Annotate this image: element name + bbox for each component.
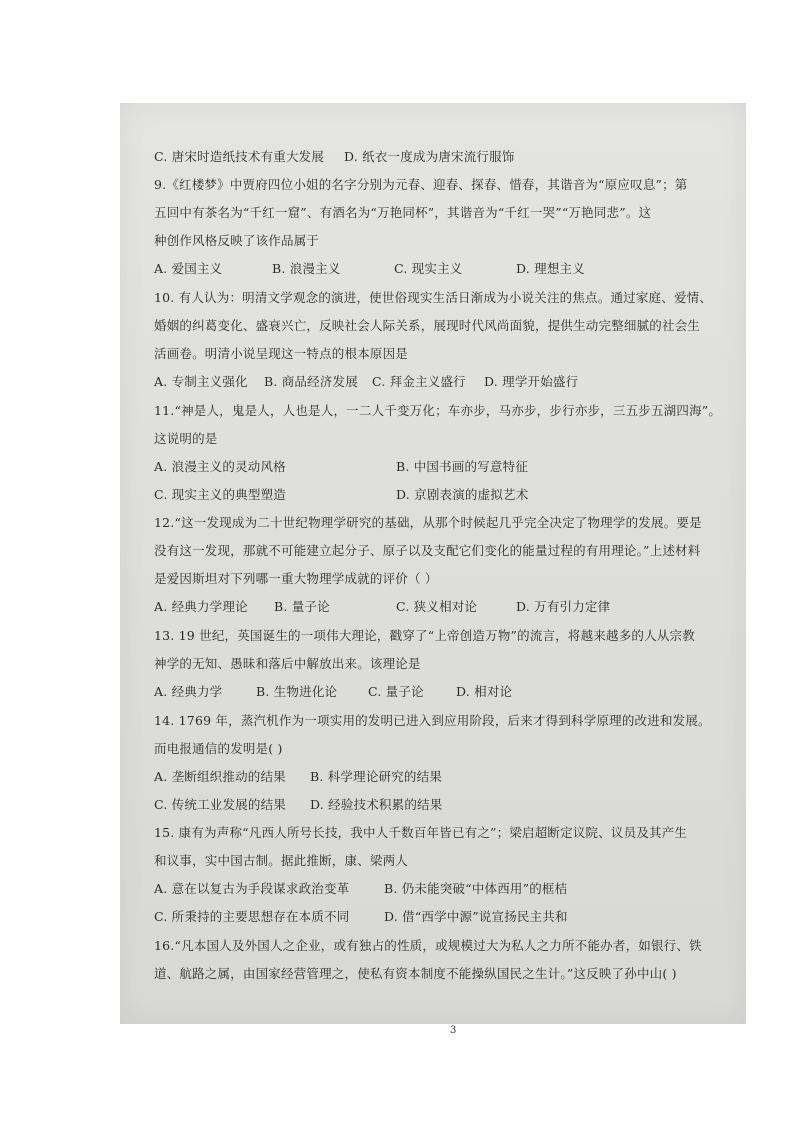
- q12-stem-line-1: 12.“这一发现成为二十世纪物理学研究的基础，从那个时候起几乎完全决定了物理学的发展。要是: [154, 515, 702, 530]
- q11-option-a: A. 浪漫主义的灵动风格: [154, 459, 286, 474]
- q12-option-b: B. 量子论: [274, 599, 330, 614]
- q14-stem-line-1: 14. 1769 年，蒸汽机作为一项实用的发明已进入到应用阶段，后来才得到科学原理的改进和发展。: [154, 713, 711, 728]
- q9-option-b: B. 浪漫主义: [272, 261, 341, 276]
- q11-option-d: D. 京剧表演的虚拟艺术: [396, 487, 529, 502]
- q9-option-d: D. 理想主义: [516, 261, 585, 276]
- q9-stem-line-1: 9.《红楼梦》中贾府四位小姐的名字分别为元春、迎春、探春、惜春，其谐音为“原应叹息”；第: [154, 177, 688, 192]
- q12-stem-line-3: 是爱因斯坦对下列哪一重大物理学成就的评价（ ）: [154, 571, 438, 586]
- q8-option-c: C. 唐宋时造纸技术有重大发展: [154, 149, 325, 164]
- q10-option-b: B. 商品经济发展: [264, 374, 358, 389]
- q14-stem-line-2: 而电报通信的发明是( ): [154, 741, 283, 756]
- q13-stem-line-2: 神学的无知、愚昧和落后中解放出来。该理论是: [154, 656, 421, 671]
- q14-option-d: D. 经验技术积累的结果: [310, 797, 443, 812]
- q15-option-c: C. 所秉持的主要思想存在本质不同: [154, 909, 350, 924]
- q11-stem-line-2: 这说明的是: [154, 431, 218, 446]
- q10-stem-line-2: 婚姻的纠葛变化、盛衰兴亡，反映社会人际关系，展现时代风尚面貌，提供生动完整细腻的社会生: [154, 318, 701, 333]
- q14-option-b: B. 科学理论研究的结果: [310, 769, 443, 784]
- q16-stem-line-2: 道、航路之属，由国家经营管理之，使私有资本制度不能操纵国民之生计。”这反映了孙中山( ): [154, 966, 677, 981]
- q13-stem-line-1: 13. 19 世纪，英国诞生的一项伟大理论，戳穿了“上帝创造万物”的流言，将越来越多的人从宗教: [154, 628, 695, 643]
- q12-option-a: A. 经典力学理论: [154, 599, 248, 614]
- q15-stem-line-1: 15. 康有为声称“凡西人所号长技，我中人千数百年皆已有之”；梁启超断定议院、议员及其产生: [154, 825, 688, 840]
- q14-option-a: A. 垄断组织推动的结果: [154, 769, 286, 784]
- q11-option-b: B. 中国书画的写意特征: [396, 459, 529, 474]
- q10-option-c: C. 拜金主义盛行: [372, 374, 466, 389]
- q13-option-d: D. 相对论: [456, 684, 513, 699]
- q9-option-a: A. 爱国主义: [154, 261, 223, 276]
- q9-option-c: C. 现实主义: [394, 261, 463, 276]
- q15-option-b: B. 仍未能突破“中体西用”的框桔: [384, 881, 568, 896]
- page-number: 3: [450, 1025, 457, 1036]
- q13-option-b: B. 生物进化论: [256, 684, 338, 699]
- q15-option-d: D. 借“西学中源”说宣扬民主共和: [384, 909, 568, 924]
- q12-stem-line-2: 没有这一发现，那就不可能建立起分子、原子以及支配它们变化的能量过程的有用理论。”上述材料: [154, 543, 701, 558]
- q15-stem-line-2: 和议事，实中国古制。据此推断，康、梁两人: [154, 853, 409, 868]
- q13-option-c: C. 量子论: [368, 684, 424, 699]
- q14-option-c: C. 传统工业发展的结果: [154, 797, 286, 812]
- q10-option-a: A. 专制主义强化: [154, 374, 248, 389]
- q9-stem-line-3: 种创作风格反映了该作品属于: [154, 233, 320, 248]
- q15-option-a: A. 意在以复古为手段谋求政治变革: [154, 881, 350, 896]
- q10-option-d: D. 理学开始盛行: [484, 374, 579, 389]
- q8-option-d: D. 纸衣一度成为唐宋流行服饰: [344, 149, 515, 164]
- scanned-page: [120, 103, 746, 1036]
- q13-option-a: A. 经典力学: [154, 684, 223, 699]
- q11-stem-line-1: 11.“神是人，鬼是人，人也是人，一二人千变万化；车亦步，马亦步，步行亦步，三五步五湖四海”。: [154, 403, 722, 418]
- q10-stem-line-3: 活画卷。明清小说呈现这一特点的根本原因是: [154, 346, 409, 361]
- q9-stem-line-2: 五回中有茶名为“千红一窟”、有酒名为“万艳同杯”，其谐音为“千红一哭”“万艳同悲”。这: [154, 205, 652, 220]
- q16-stem-line-1: 16.“凡本国人及外国人之企业，或有独占的性质，或规模过大为私人之力所不能办者，如银行、铁: [154, 938, 702, 953]
- q12-option-d: D. 万有引力定律: [516, 599, 611, 614]
- q11-option-c: C. 现实主义的典型塑造: [154, 487, 286, 502]
- q12-option-c: C. 狭义相对论: [396, 599, 478, 614]
- q10-stem-line-1: 10. 有人认为：明清文学观念的演进，使世俗现实生活日渐成为小说关注的焦点。通过家庭、爱情、: [154, 290, 713, 305]
